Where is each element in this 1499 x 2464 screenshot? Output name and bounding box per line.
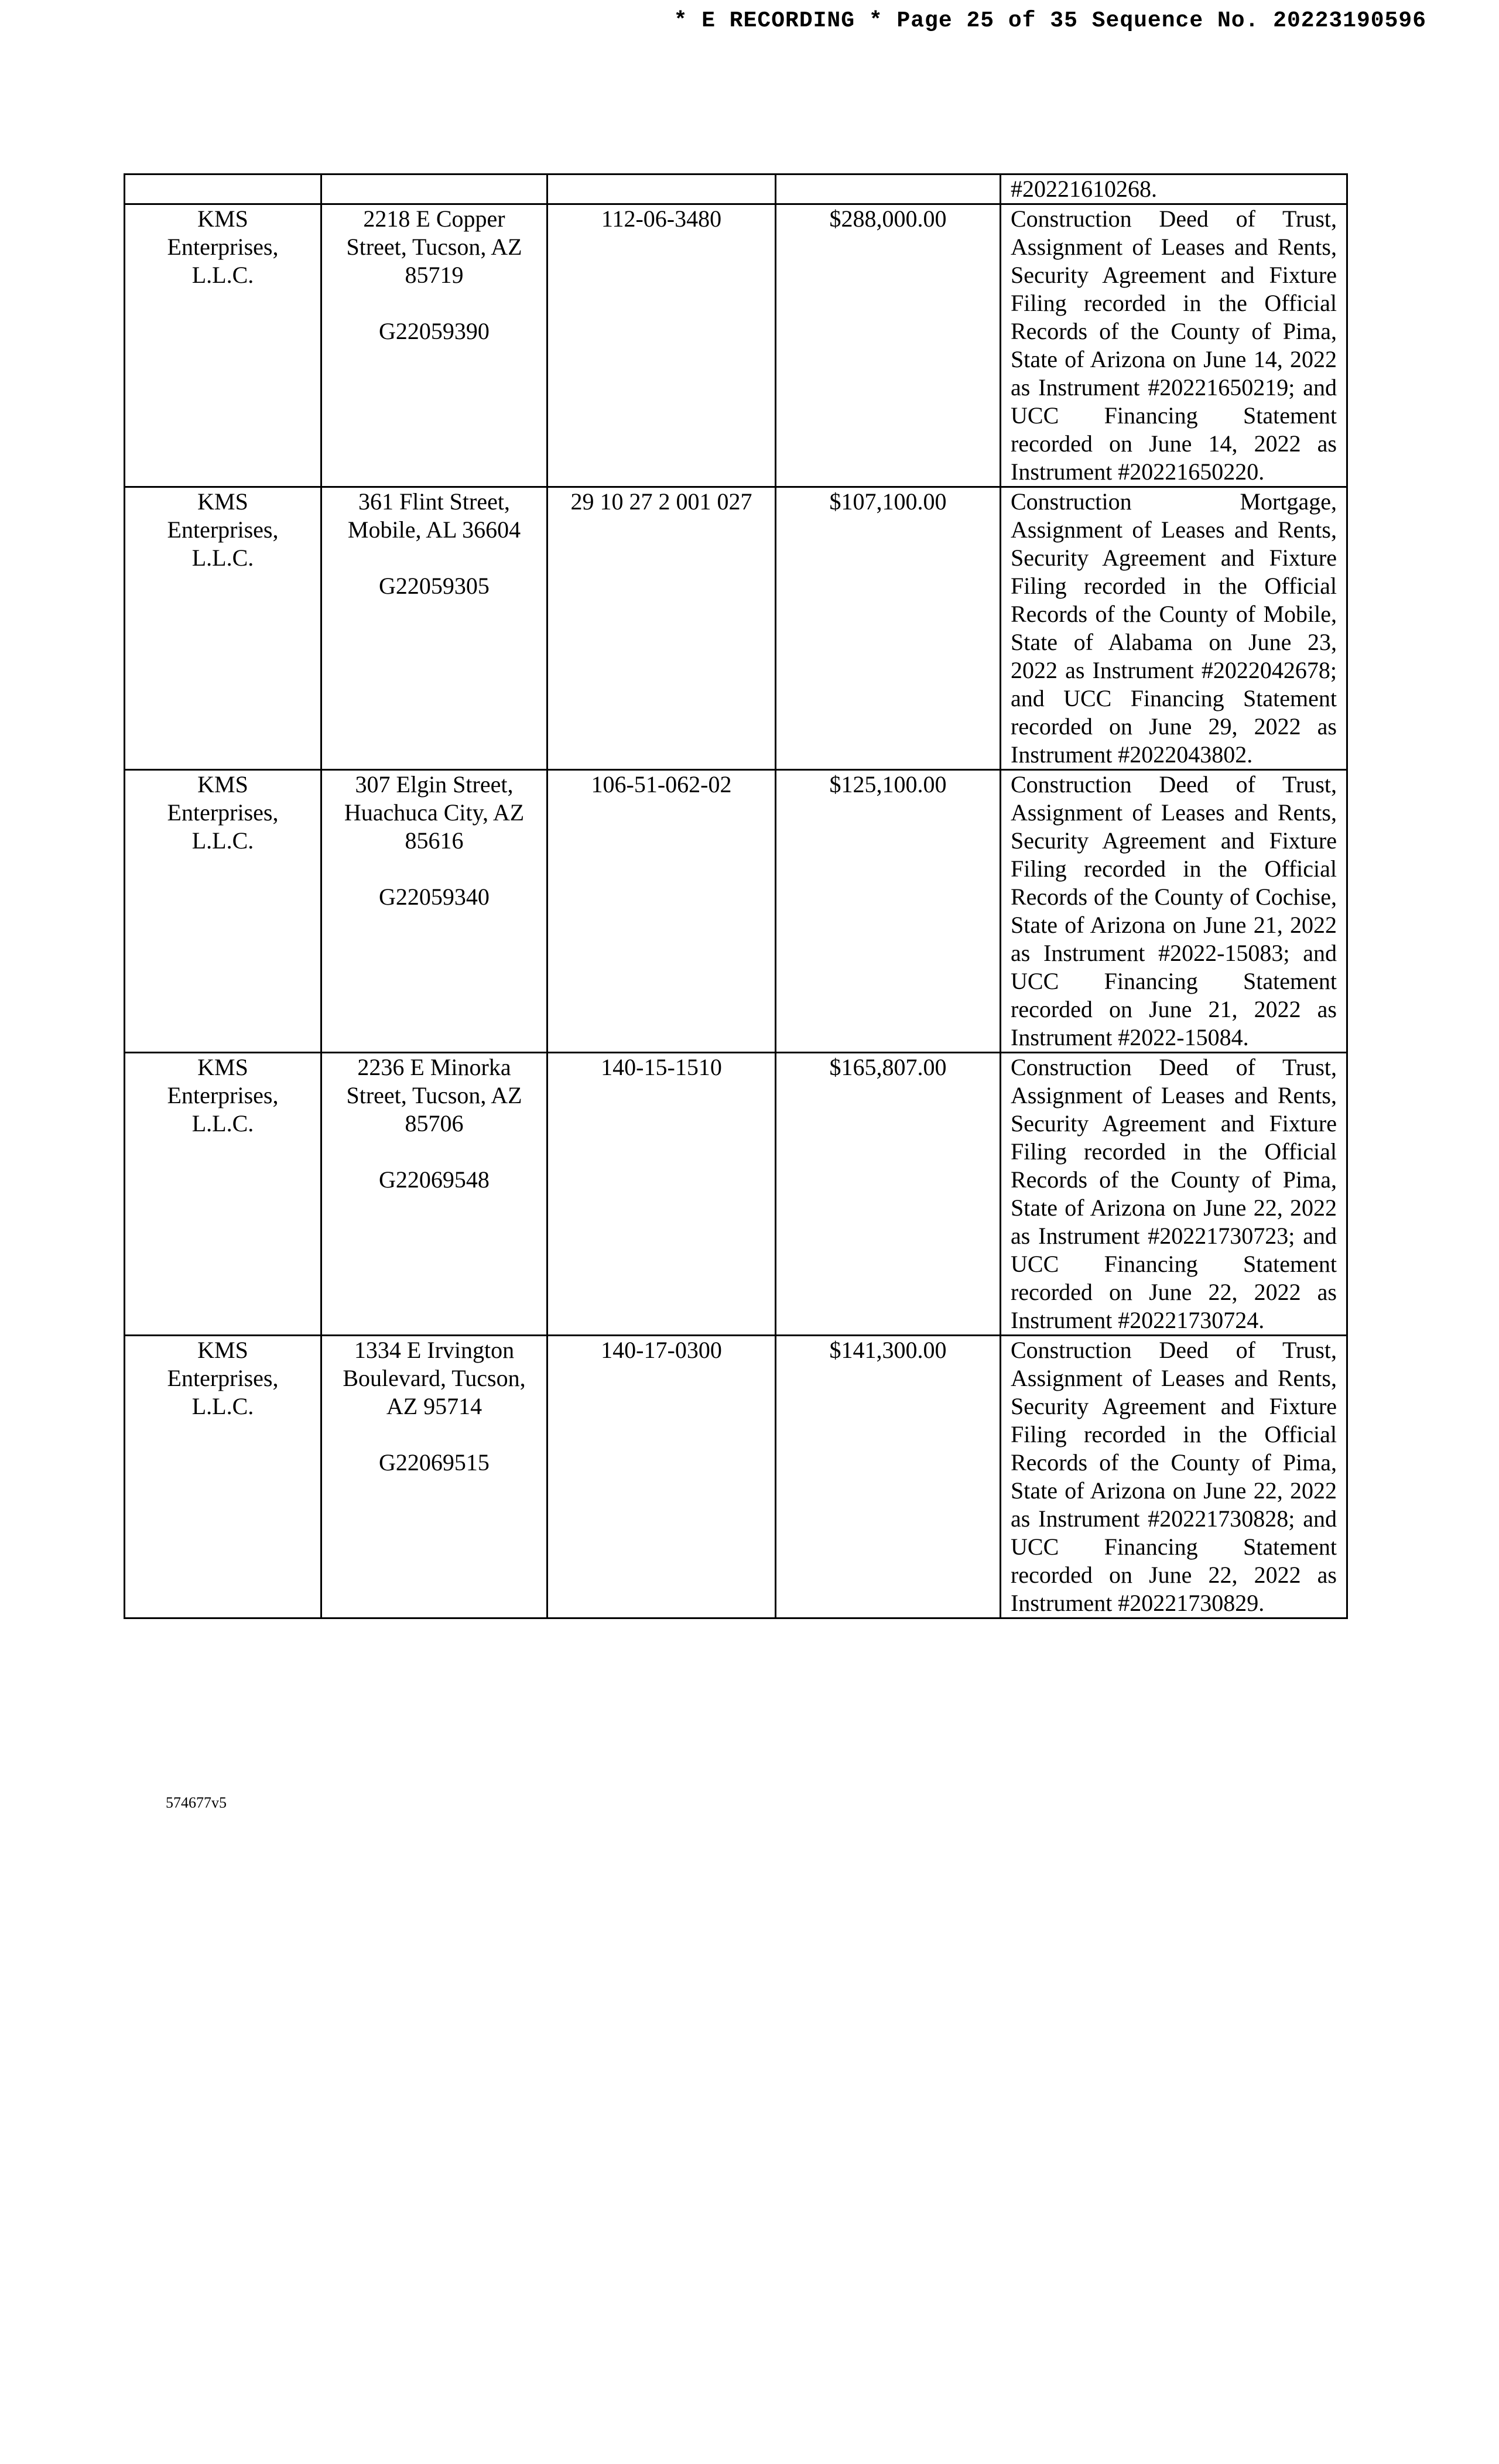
address-cell: 2236 E Minorka Street, Tucson, AZ 85706 G22069548: [321, 1053, 547, 1336]
parcel-cell: 106-51-062-02: [547, 770, 776, 1053]
owner-cell: KMS Enterprises, L.L.C.: [125, 1053, 321, 1336]
owner-cell: KMS Enterprises, L.L.C.: [125, 1336, 321, 1618]
owner-cell: [125, 174, 321, 204]
description-cell: Construction Deed of Trust, Assignment of Leases and Rents, Security Agreement and Fixture Filing recorded in the Official Records of the County of Cochise, State of Arizona on June 21, 2022 as Instrument #2022-15083; and UCC Financing Statement recorded on June 21, 2022 as Instrument #2022-15084.: [1001, 770, 1347, 1053]
table-row: [125, 1053, 1347, 1336]
document-id-footer: 574677v5: [166, 1794, 227, 1811]
description-cell: Construction Deed of Trust, Assignment of Leases and Rents, Security Agreement and Fixture Filing recorded in the Official Records of the County of Pima, State of Arizona on June 14, 2022 as Instrument #20221650219; and UCC Financing Statement recorded on June 14, 2022 as Instrument #20221650220.: [1001, 204, 1347, 487]
amount-cell: $288,000.00: [776, 204, 1001, 487]
address-cell: 1334 E Irvington Boulevard, Tucson, AZ 95714 G22069515: [321, 1336, 547, 1618]
amount-cell: $107,100.00: [776, 487, 1001, 770]
table-row: [125, 487, 1347, 770]
property-code: G22059390: [379, 318, 490, 344]
parcel-cell: [547, 174, 776, 204]
table-row: [125, 770, 1347, 1053]
property-code: G22069515: [379, 1449, 490, 1476]
address-cell: 361 Flint Street, Mobile, AL 36604 G22059305: [321, 487, 547, 770]
description-cell: Construction Deed of Trust, Assignment of Leases and Rents, Security Agreement and Fixture Filing recorded in the Official Records of the County of Pima, State of Arizona on June 22, 2022 as Instrument #20221730723; and UCC Financing Statement recorded on June 22, 2022 as Instrument #20221730724.: [1001, 1053, 1347, 1336]
recording-header: * E RECORDING * Page 25 of 35 Sequence No. 20223190596: [673, 8, 1426, 33]
parcel-cell: 29 10 27 2 001 027: [547, 487, 776, 770]
table-row: [125, 1336, 1347, 1618]
address-cell: [321, 174, 547, 204]
amount-cell: $125,100.00: [776, 770, 1001, 1053]
address-cell: 2218 E Copper Street, Tucson, AZ 85719 G22059390: [321, 204, 547, 487]
table-row: [125, 204, 1347, 487]
parcel-cell: 140-15-1510: [547, 1053, 776, 1336]
property-code: G22059340: [379, 884, 490, 910]
address-cell: 307 Elgin Street, Huachuca City, AZ 85616 G22059340: [321, 770, 547, 1053]
parcel-cell: 112-06-3480: [547, 204, 776, 487]
amount-cell: $165,807.00: [776, 1053, 1001, 1336]
amount-cell: [776, 174, 1001, 204]
description-cell: #20221610268.: [1001, 174, 1347, 204]
owner-cell: KMS Enterprises, L.L.C.: [125, 487, 321, 770]
amount-cell: $141,300.00: [776, 1336, 1001, 1618]
description-cell: Construction Deed of Trust, Assignment of Leases and Rents, Security Agreement and Fixture Filing recorded in the Official Records of the County of Pima, State of Arizona on June 22, 2022 as Instrument #20221730828; and UCC Financing Statement recorded on June 22, 2022 as Instrument #20221730829.: [1001, 1336, 1347, 1618]
property-schedule-table: [124, 173, 1348, 1619]
table-row-continued: [125, 174, 1347, 204]
owner-cell: KMS Enterprises, L.L.C.: [125, 770, 321, 1053]
owner-cell: KMS Enterprises, L.L.C.: [125, 204, 321, 487]
description-cell: Construction Mortgage, Assignment of Leases and Rents, Security Agreement and Fixture Filing recorded in the Official Records of the County of Mobile, State of Alabama on June 23, 2022 as Instrument #2022042678; and UCC Financing Statement recorded on June 29, 2022 as Instrument #2022043802.: [1001, 487, 1347, 770]
parcel-cell: 140-17-0300: [547, 1336, 776, 1618]
property-code: G22059305: [379, 573, 490, 599]
property-code: G22069548: [379, 1166, 490, 1193]
